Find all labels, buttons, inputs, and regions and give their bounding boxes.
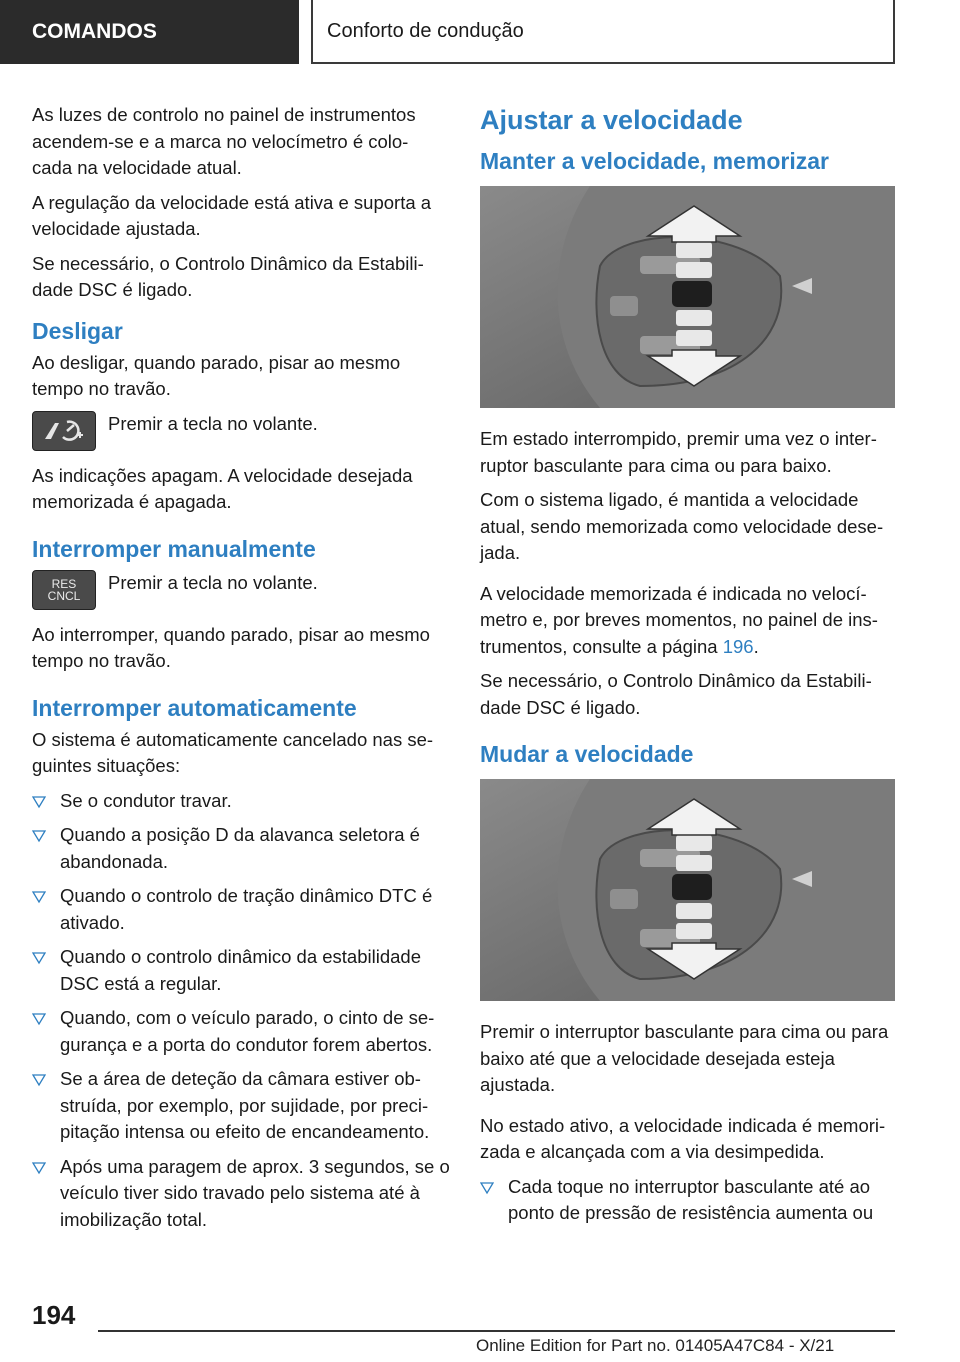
steering-wheel-photo: [480, 186, 895, 408]
right-column: [480, 102, 898, 1235]
triangle-bullet-icon: [32, 1073, 46, 1087]
paragraph: Com o sistema ligado, é mantida a velocidade atual, sendo memorizada como velocidade dese- jada.: [480, 489, 884, 563]
res-label: RES: [51, 576, 77, 591]
page-reference-link[interactable]: 196: [722, 635, 754, 657]
list-item: Se o condutor travar.: [32, 788, 452, 815]
footer-divider: [98, 1330, 895, 1332]
paragraph: A regulação da velocidade está ativa e suporta a velocidade ajustada.: [32, 191, 432, 239]
heading-manual: Interromper manualmente: [32, 535, 316, 562]
list-item: Após uma paragem de aprox. 3 segundos, se o veículo tiver sido travado pelo sistema até à imobilização total.: [32, 1154, 452, 1234]
change-speed-list: [480, 1174, 898, 1227]
button-instruction-text: Premir a tecla no volante.: [108, 571, 318, 593]
section-tab: [0, 0, 299, 64]
button-instruction: [32, 570, 452, 610]
paragraph: Premir o interruptor basculante para cima ou para baixo até que a velocidade desejada esteja ajustada.: [480, 1021, 889, 1095]
edition-text: Online Edition for Part no. 01405A47C84 - X/21: [476, 1336, 835, 1355]
cruise-control-button-icon: [32, 411, 96, 451]
steering-wheel-photo: [480, 779, 895, 1001]
paragraph: Se necessário, o Controlo Dinâmico da Estabili- dade DSC é ligado.: [32, 252, 424, 300]
triangle-bullet-icon: [32, 1161, 46, 1175]
list-item: Se a área de deteção da câmara estiver ob- struída, por exemplo, por sujidade, por preci- pitação intensa ou efeito de encandeamento.: [32, 1066, 452, 1146]
triangle-bullet-icon: [480, 1181, 494, 1195]
heading-keep-speed: Manter a velocidade, memorizar: [480, 148, 829, 174]
paragraph: Em estado interrompido, premir uma vez o inter- ruptor basculante para cima ou para baixo.: [480, 428, 877, 476]
left-column: [32, 102, 452, 1241]
paragraph: Ao desligar, quando parado, pisar ao mesmo tempo no travão.: [32, 351, 401, 399]
heading-desligar: Desligar: [32, 317, 123, 344]
paragraph: A velocidade memorizada é indicada no velocí- metro e, por breves momentos, no painel de ins- trumentos, consulte a página 196.: [480, 582, 878, 657]
list-item: Quando a posição D da alavanca seletora é abandonada.: [32, 822, 452, 875]
section-heading: Ajustar a velocidade: [480, 105, 743, 135]
paragraph: No estado ativo, a velocidade indicada é memori- zada e alcançada com a via desimpedida.: [480, 1114, 886, 1162]
section-title: COMANDOS: [32, 20, 157, 43]
paragraph: O sistema é automaticamente cancelado nas se- guintes situações:: [32, 728, 434, 776]
list-item: Quando o controlo de tração dinâmico DTC é ativado.: [32, 883, 452, 936]
cncl-label: CNCL: [47, 588, 81, 603]
heading-auto: Interromper automaticamente: [32, 694, 357, 721]
triangle-bullet-icon: [32, 829, 46, 843]
triangle-bullet-icon: [32, 951, 46, 965]
heading-change-speed: Mudar a velocidade: [480, 741, 694, 767]
page-number: 194: [32, 1300, 76, 1330]
triangle-bullet-icon: [32, 795, 46, 809]
button-instruction: [32, 411, 452, 451]
situations-list: [32, 788, 452, 1234]
res-cncl-button-icon: [32, 570, 96, 610]
triangle-bullet-icon: [32, 890, 46, 904]
triangle-bullet-icon: [32, 1012, 46, 1026]
list-item: Cada toque no interruptor basculante até ao ponto de pressão de resistência aumenta ou: [480, 1174, 898, 1227]
paragraph: Se necessário, o Controlo Dinâmico da Estabili- dade DSC é ligado.: [480, 670, 872, 718]
subsection-tab: [311, 0, 895, 64]
paragraph: Ao interromper, quando parado, pisar ao mesmo tempo no travão.: [32, 623, 430, 671]
button-instruction-text: Premir a tecla no volante.: [108, 412, 318, 434]
subsection-title: Conforto de condução: [327, 19, 524, 42]
paragraph: As indicações apagam. A velocidade desejada memorizada é apagada.: [32, 464, 413, 512]
list-item: Quando, com o veículo parado, o cinto de se- gurança e a porta do condutor forem abertos.: [32, 1005, 452, 1058]
paragraph: As luzes de controlo no painel de instrumentos acendem-se e a marca no velocímetro é colo- cada na velocidade atual.: [32, 104, 416, 178]
list-item: Quando o controlo dinâmico da estabilidade DSC está a regular.: [32, 944, 452, 997]
